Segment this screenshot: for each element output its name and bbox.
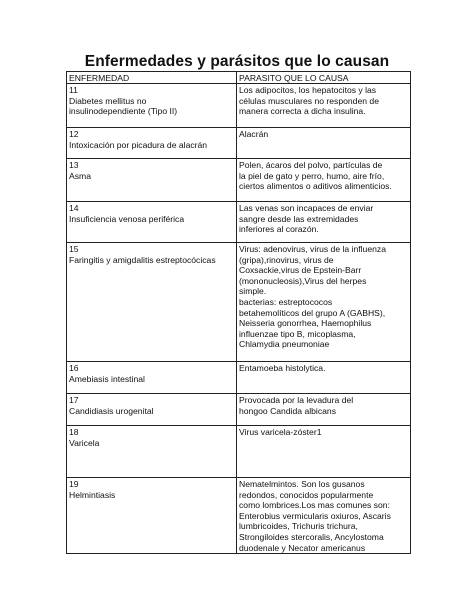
disease-name: Candidiasis urogenital [69, 405, 154, 416]
cause-line: la piel de gato y perro, humo, aire frío, [239, 170, 385, 181]
disease-name: Asma [69, 170, 91, 181]
cause-line: bacterias: estreptococos [239, 296, 333, 307]
cause-line: Las venas son incapaces de enviar [239, 203, 374, 213]
table-row [67, 426, 411, 478]
cause-line: Virus: adenovirus, virus de la influenza [239, 244, 386, 254]
table-body [67, 84, 411, 554]
disease-cell [67, 84, 237, 128]
cause-line: células musculares no responden de [239, 95, 379, 106]
cause-cell [237, 243, 411, 362]
cause-line: manera correcta a dicha insulina. [239, 106, 366, 117]
table-row [67, 394, 411, 426]
disease-number: 17 [69, 395, 79, 405]
disease-cell [67, 394, 237, 426]
cause-line: Neisseria gonorrhea, Haemophilus [239, 318, 372, 329]
disease-cell [67, 362, 237, 394]
disease-number: 11 [69, 85, 78, 95]
page-title: Enfermedades y parásitos que lo causan [84, 53, 390, 70]
disease-cell [67, 159, 237, 202]
cause-line: Nematelmintos. Son los gusanos [239, 479, 365, 489]
cause-line: Enterobius vermicularis oxiuros, Ascaris [239, 510, 391, 521]
cause-line: sangre desde las extremidades [239, 213, 359, 224]
cause-line: Provocada por la levadura del [239, 395, 354, 405]
disease-cell [67, 202, 237, 243]
header-disease: ENFERMEDAD [67, 72, 237, 84]
disease-number: 15 [69, 244, 79, 254]
cause-line: Los adipocitos, los hepatocitos y las [239, 85, 377, 95]
cause-line: betahemolíticos del grupo A (GABHS), [239, 307, 386, 318]
cause-line: Chlamydia pneumoniae [239, 339, 330, 350]
disease-number: 14 [69, 203, 79, 213]
cause-cell [237, 84, 411, 128]
cause-line: redondos, conocidos popularmente [239, 489, 374, 500]
cause-line: Virus varicela-zóster1 [239, 427, 322, 437]
table-row [67, 128, 411, 159]
cause-line: hongoo Candida albicans [239, 405, 336, 416]
table-row [67, 478, 411, 554]
cause-cell [237, 159, 411, 202]
disease-name: Helmintiasis [69, 489, 116, 500]
cause-line: influenzae tipo B, micoplasma, [239, 328, 356, 339]
cause-line: lumbricoides, Trichuris trichura, [239, 521, 358, 532]
cause-line: inferiores al corazón. [239, 224, 319, 235]
cause-line: Alacrán [239, 129, 269, 139]
disease-name: Intoxicación por picadura de alacrán [69, 139, 208, 150]
disease-number: 18 [69, 427, 79, 437]
cause-cell [237, 128, 411, 159]
cause-line: (gripa),rinovirus, virus de [239, 254, 334, 265]
cause-line: Coxsackie,virus de Epstein-Barr [239, 265, 362, 276]
cause-line: como lombrices.Los mas comunes son: [239, 500, 390, 511]
cause-line: simple. [239, 286, 267, 297]
disease-number: 12 [69, 129, 79, 139]
cause-cell [237, 202, 411, 243]
disease-number: 16 [69, 363, 79, 373]
disease-cell [67, 426, 237, 478]
table-row [67, 243, 411, 362]
cause-line: Entamoeba histolytica. [239, 363, 326, 373]
disease-cell [67, 128, 237, 159]
table-row [67, 159, 411, 202]
cause-cell [237, 394, 411, 426]
disease-name: Faringitis y amigdalitis estreptocócicas [69, 254, 216, 265]
table-row [67, 84, 411, 128]
disease-number: 19 [69, 479, 79, 489]
disease-name: Amebiasis intestinal [69, 373, 145, 384]
disease-number: 13 [69, 160, 79, 170]
disease-cell [67, 243, 237, 362]
disease-name: Diabetes mellitus no insulinodependiente (Tipo II) [69, 95, 178, 117]
cause-cell [237, 426, 411, 478]
cause-line: duodenale y Necator americanus [239, 542, 366, 553]
cause-cell [237, 478, 411, 554]
table-row [67, 202, 411, 243]
cause-cell [237, 362, 411, 394]
diseases-table [66, 71, 411, 554]
cause-line: Polen, ácaros del polvo, partículas de [239, 160, 383, 170]
disease-cell [67, 478, 237, 554]
table-row [67, 362, 411, 394]
table-header-row [67, 72, 411, 84]
cause-line: ciertos alimentos o aditivos alimenticios. [239, 181, 392, 192]
header-parasite: PARASITO QUE LO CAUSA [237, 72, 411, 84]
cause-line: Strongiloides stercoralis, Ancylostoma [239, 531, 384, 542]
disease-name: Varicela [69, 437, 100, 448]
cause-line: (mononucleosis),Virus del herpes [239, 275, 367, 286]
disease-name: Insuficiencia venosa periférica [69, 213, 185, 224]
